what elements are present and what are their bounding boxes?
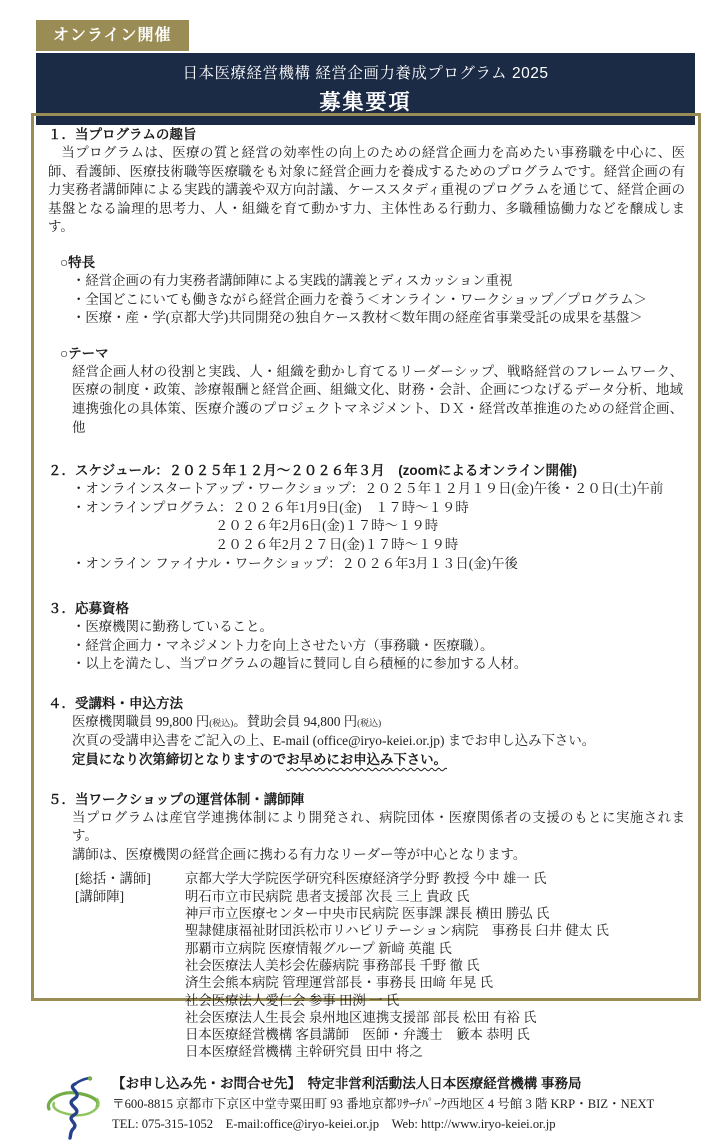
lecturer-name: 京都大学大学院医学研究科医療経済学分野 教授 今中 雄一 氏 xyxy=(185,871,547,887)
lecturer-row xyxy=(48,1043,685,1060)
fee-line xyxy=(72,713,685,733)
feature-item: ・全国どこにいても働きながら経営企画力を養う＜オンライン・ワークショップ／プログラム＞ xyxy=(72,291,647,307)
apply-line: 次頁の受講申込書をご記入の上、E-mail (office@iryo-keiei.or.jp) までお申し込み下さい。 xyxy=(72,733,596,749)
lecturer-name: 明石市立市民病院 患者支援部 次長 三上 貴政 氏 xyxy=(185,888,470,904)
deadline-line xyxy=(72,751,685,770)
section5-intro: 当プログラムは産官学連携体制により開発され、病院団体・医療関係者の支援のもとに実施されます。 xyxy=(72,809,685,844)
eligibility-item: ・経営企画力・マネジメント力を向上させたい方（事務職・医療職）。 xyxy=(72,637,494,653)
program-title: 日本医療経営機構 経営企画力養成プログラム 2025 xyxy=(182,65,549,82)
lecturer-name: 那覇市立病院 医療情報グループ 新﨑 英龍 氏 xyxy=(185,940,452,956)
fee-main: 医療機関職員 99,800 円 xyxy=(72,713,210,729)
footer-address: 〒600-8815 京都市下京区中堂寺粟田町 93 番地京都ﾘｻｰﾁﾊﾟｰｸ西地区 4 号館 3 階 KRP・BIZ・NEXT xyxy=(112,1096,655,1111)
theme-body: 経営企画人材の役割と実践、人・組織を動かし育てるリーダーシップ、戦略経営のフレームワーク、医療の制度・政策、診療報酬と経営企画、組織文化、財務・会計、企画につなげるデータ分析、地域連携強化の具体策、医療介護のプロジェクトマネジメント、ＤＸ・経営改革推進のための経営企画、他 xyxy=(72,363,683,435)
footer-heading: 【お申し込み先・お問合せ先】 特定非営利活動法人日本医療経営機構 事務局 xyxy=(112,1075,582,1091)
schedule-item: ・オンライン ファイナル・ワークショップ：２０２６年3月１３日(金)午後 xyxy=(72,555,518,571)
section1-body: 当プログラムは、医療の質と経営の効率性の向上のための経営企画力を高めたい事務職を中心に、医師、看護師、医療技術職等医療職をも対象に経営企画力を養成するためのプログラムです。経営企画の有力実務者講師陣による実践的講義や双方向討議、ケーススタディ重視のプログラムを通じて、経営企画の基盤となる論理的思考力、人・組織を育て動かす力、主体性ある行動力、多職種協働力などを醸成します。 xyxy=(48,145,685,235)
lecturer-name: 日本医療経営機構 主幹研究員 田中 将之 xyxy=(185,1044,423,1060)
schedule-item-continued: ２０２６年2月6日(金)１７時～１９時 xyxy=(215,518,439,534)
schedule-item: ・オンラインプログラム：２０２６年1月9日(金) １７時～１９時 xyxy=(72,499,469,515)
feature-item: ・経営企画の有力実務者講師陣による実践的講義とディスカッション重視 xyxy=(72,272,513,288)
lecturer-row xyxy=(48,1026,685,1043)
theme-heading: ○テーマ xyxy=(60,345,109,361)
lecturer-name: 社会医療法人愛仁会 参事 田渕 一 氏 xyxy=(185,992,400,1008)
lecturer-role-label: [総括・講師] xyxy=(75,871,151,887)
online-badge-label: オンライン開催 xyxy=(53,27,172,44)
features-heading: ○特長 xyxy=(60,254,96,270)
fee-tax-note: (税込) xyxy=(357,717,382,728)
lecturer-row xyxy=(48,940,685,957)
lecturer-row xyxy=(48,974,685,991)
fee-mid: 。賛助会員 94,800 円 xyxy=(233,713,358,729)
section5-intro: 講師は、医療機関の経営企画に携わる有力なリーダー等が中心となります。 xyxy=(72,846,527,862)
schedule-item-continued: ２０２６年2月２７日(金)１７時～１９時 xyxy=(215,536,459,552)
lecturer-name: 神戸市立医療センター中央市民病院 医事課 課長 横田 勝弘 氏 xyxy=(185,906,550,922)
lecturer-name: 済生会熊本病院 管理運営部長・事務長 田﨑 年晃 氏 xyxy=(185,975,493,991)
lecturer-row xyxy=(48,888,685,905)
eligibility-item: ・医療機関に勤務していること。 xyxy=(72,619,273,635)
page-title: 募集要項 xyxy=(319,91,412,114)
section5-heading: ５．当ワークショップの運営体制・講師陣 xyxy=(48,791,305,807)
section3-heading: ３．応募資格 xyxy=(48,601,129,617)
lecturer-row xyxy=(48,957,685,974)
footer-contact-block xyxy=(44,1074,685,1145)
online-badge xyxy=(36,20,189,51)
deadline-plain: 定員になり次第締切となりますので xyxy=(72,752,287,768)
lecturer-name: 社会医療法人美杉会佐藤病院 事務部長 千野 徹 氏 xyxy=(185,957,480,973)
content-box xyxy=(31,113,701,1132)
schedule-item: ・オンラインスタートアップ・ワークショップ：２０２５年１２月１９日(金)午後・２０日(土)午前 xyxy=(72,481,664,497)
lecturer-name: 日本医療経営機構 客員講師 医師・弁護士 籔本 恭明 氏 xyxy=(185,1027,530,1043)
footer-tel-email-web: TEL: 075-315-1052 E-mail:office@iryo-keiei.or.jp Web: http://www.iryo-keiei.or.jp xyxy=(112,1117,556,1132)
section1-heading: １．当プログラムの趣旨 xyxy=(48,127,197,142)
section2-heading: ２．スケジュール：２０２５年１２月～２０２６年３月 (zoomによるオンライン開催) xyxy=(48,463,578,479)
feature-item: ・医療・産・学(京都大学)共同開発の独自ケース教材＜数年間の経産省事業受託の成果を基盤＞ xyxy=(72,310,643,326)
lecturer-row xyxy=(48,905,685,922)
lecturer-name: 聖隷健康福祉財団浜松市リハビリテーション病院 事務長 臼井 健太 氏 xyxy=(185,923,609,939)
footer-text xyxy=(112,1074,654,1135)
fee-tax-note: (税込) xyxy=(209,717,234,728)
iryo-keiei-logo-icon xyxy=(44,1076,106,1145)
section4-heading: ４．受講料・申込方法 xyxy=(48,695,183,711)
lecturer-row xyxy=(48,992,685,1009)
lecturer-row xyxy=(48,1009,685,1026)
lecturer-list xyxy=(48,870,685,1060)
deadline-emphasis: お早めにお申込み下さい。 xyxy=(286,752,447,768)
lecturer-row xyxy=(48,922,685,939)
lecturer-role-label: [講師陣] xyxy=(75,888,125,904)
eligibility-item: ・以上を満たし、当プログラムの趣旨に賛同し自ら積極的に参加する人材。 xyxy=(72,656,528,672)
lecturer-row xyxy=(48,870,685,887)
lecturer-name: 社会医療法人生長会 泉州地区連携支援部 部長 松田 有裕 氏 xyxy=(185,1009,537,1025)
